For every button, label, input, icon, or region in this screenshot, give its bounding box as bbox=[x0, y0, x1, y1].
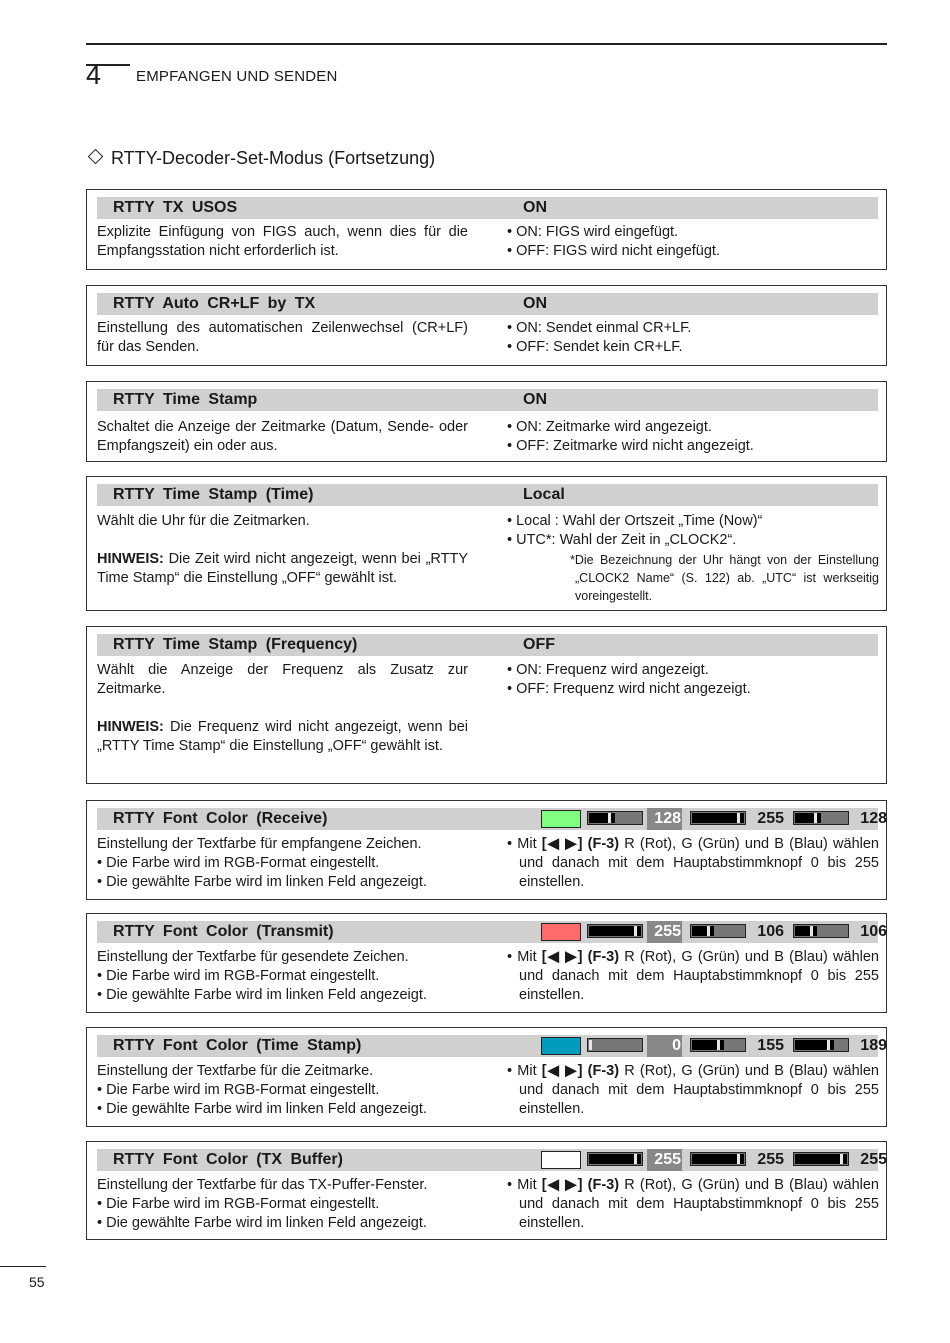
setting-default-value: ON bbox=[523, 391, 547, 408]
option-on: • ON: Frequenz wird angezeigt. bbox=[507, 662, 709, 678]
blue-value: 128 bbox=[860, 810, 887, 827]
description-line: Einstellung der Textfarbe für empfangene Zeichen. bbox=[97, 836, 422, 852]
rgb-color-widget bbox=[541, 1035, 887, 1057]
instruction-prefix: • Mit bbox=[507, 949, 542, 965]
rgb-color-widget bbox=[541, 808, 887, 830]
setting-options bbox=[507, 418, 879, 456]
description-line: Einstellung der Textfarbe für die Zeitmarke. bbox=[97, 1063, 374, 1079]
red-slider bbox=[587, 811, 643, 825]
option-on: • ON: Sendet einmal CR+LF. bbox=[507, 320, 692, 336]
blue-value: 106 bbox=[860, 923, 887, 940]
red-value: 255 bbox=[647, 1149, 682, 1171]
option-local: • Local : Wahl der Ortszeit „Time (Now)“ bbox=[507, 513, 763, 529]
setting-box-time-stamp-time bbox=[86, 476, 887, 611]
description-line: Wählt die Uhr für die Zeitmarken. bbox=[97, 513, 310, 529]
setting-description bbox=[97, 1176, 468, 1233]
top-rule bbox=[86, 43, 887, 45]
green-slider bbox=[690, 924, 746, 938]
section-title bbox=[86, 148, 435, 169]
green-value: 255 bbox=[757, 1151, 784, 1168]
chapter-title: EMPFANGEN UND SENDEN bbox=[136, 68, 338, 85]
setting-name: RTTY Font Color (Transmit) bbox=[113, 923, 334, 940]
option-utc: • UTC*: Wahl der Zeit in „CLOCK2“. bbox=[507, 532, 737, 548]
note-text: Die Zeit wird nicht angezeigt, wenn bei „RTTY Time Stamp“ die Einstellung „OFF“ gewählt ist. bbox=[97, 551, 468, 586]
note-paragraph bbox=[97, 550, 468, 588]
setting-name: RTTY Font Color (TX Buffer) bbox=[113, 1151, 343, 1168]
note-paragraph bbox=[97, 718, 468, 756]
setting-options bbox=[507, 512, 879, 605]
diamond-icon bbox=[88, 149, 104, 165]
chapter-number: 4 bbox=[86, 60, 102, 90]
rgb-color-widget bbox=[541, 921, 887, 943]
setting-header bbox=[97, 1035, 887, 1057]
setting-header bbox=[97, 634, 878, 656]
setting-default-value: OFF bbox=[523, 636, 555, 653]
setting-name: RTTY Auto CR+LF by TX bbox=[113, 295, 316, 312]
description-bullet-rgb: • Die Farbe wird im RGB-Format eingestellt. bbox=[97, 1196, 380, 1212]
option-off: • OFF: Zeitmarke wird nicht angezeigt. bbox=[507, 438, 754, 454]
option-off: • OFF: FIGS wird nicht eingefügt. bbox=[507, 243, 720, 259]
setting-box-font-color-receive bbox=[86, 800, 887, 900]
setting-name: RTTY Font Color (Receive) bbox=[113, 810, 328, 827]
key-label: [◀ ▶] (F-3) bbox=[541, 836, 620, 852]
red-value: 128 bbox=[647, 808, 682, 830]
setting-name: RTTY Font Color (Time Stamp) bbox=[113, 1037, 362, 1054]
setting-header bbox=[97, 293, 878, 315]
setting-instructions bbox=[507, 948, 879, 1005]
setting-box-tx-usos bbox=[86, 189, 887, 270]
option-on: • ON: FIGS wird eingefügt. bbox=[507, 224, 679, 240]
setting-description: Explizite Einfügung von FIGS auch, wenn dies für die Empfangsstation nicht erforderlich ist. bbox=[97, 224, 468, 259]
instruction-prefix: • Mit bbox=[507, 1177, 542, 1193]
blue-slider bbox=[793, 924, 849, 938]
description-bullet-preview: • Die gewählte Farbe wird im linken Feld angezeigt. bbox=[97, 1215, 427, 1231]
key-label: [◀ ▶] (F-3) bbox=[541, 1177, 620, 1193]
setting-name: RTTY Time Stamp bbox=[113, 391, 258, 408]
green-slider bbox=[690, 1038, 746, 1052]
instruction-text: R (Rot), G (Grün) und B (Blau) wählen und danach mit dem Hauptabstimmknopf 0 bis 255 einstellen. bbox=[519, 1063, 879, 1117]
green-slider bbox=[690, 1152, 746, 1166]
red-slider bbox=[587, 924, 643, 938]
setting-header bbox=[97, 197, 878, 219]
setting-instructions bbox=[507, 1176, 879, 1233]
setting-header bbox=[97, 1149, 887, 1171]
blue-slider bbox=[793, 1152, 849, 1166]
setting-description bbox=[97, 512, 468, 588]
instruction-text: R (Rot), G (Grün) und B (Blau) wählen und danach mit dem Hauptabstimmknopf 0 bis 255 einstellen. bbox=[519, 1177, 879, 1231]
setting-box-time-stamp bbox=[86, 381, 887, 462]
green-slider bbox=[690, 811, 746, 825]
setting-instructions bbox=[507, 835, 879, 892]
red-value: 0 bbox=[647, 1035, 682, 1057]
description-bullet-rgb: • Die Farbe wird im RGB-Format eingestellt. bbox=[97, 855, 380, 871]
setting-default-value: ON bbox=[523, 295, 547, 312]
blue-slider bbox=[793, 811, 849, 825]
setting-description bbox=[97, 948, 468, 1005]
setting-description: Einstellung des automatischen Zeilenwechsel (CR+LF) für das Senden. bbox=[97, 320, 468, 355]
setting-default-value: Local bbox=[523, 486, 565, 503]
description-line: Einstellung der Textfarbe für das TX-Puffer-Fenster. bbox=[97, 1177, 428, 1193]
setting-options bbox=[507, 661, 879, 699]
setting-name: RTTY Time Stamp (Time) bbox=[113, 486, 314, 503]
color-preview-swatch bbox=[541, 923, 581, 941]
setting-box-font-color-transmit bbox=[86, 913, 887, 1013]
setting-header bbox=[97, 389, 878, 411]
setting-header bbox=[97, 484, 878, 506]
instruction-prefix: • Mit bbox=[507, 1063, 542, 1079]
instruction-text: R (Rot), G (Grün) und B (Blau) wählen und danach mit dem Hauptabstimmknopf 0 bis 255 einstellen. bbox=[519, 949, 879, 1003]
setting-options bbox=[507, 319, 879, 357]
green-value: 106 bbox=[757, 923, 784, 940]
setting-description: Schaltet die Anzeige der Zeitmarke (Datum, Sende- oder Empfangszeit) ein oder aus. bbox=[97, 419, 468, 454]
red-value: 255 bbox=[647, 921, 682, 943]
setting-header bbox=[97, 808, 887, 830]
setting-options bbox=[507, 223, 879, 261]
color-preview-swatch bbox=[541, 1037, 581, 1055]
green-value: 155 bbox=[757, 1037, 784, 1054]
color-preview-swatch bbox=[541, 810, 581, 828]
description-line: Wählt die Anzeige der Frequenz als Zusatz zur Zeitmarke. bbox=[97, 662, 468, 697]
blue-value: 255 bbox=[860, 1151, 887, 1168]
green-value: 255 bbox=[757, 810, 784, 827]
option-off: • OFF: Sendet kein CR+LF. bbox=[507, 339, 683, 355]
page-number: 55 bbox=[29, 1274, 45, 1290]
blue-value: 189 bbox=[860, 1037, 887, 1054]
option-on: • ON: Zeitmarke wird angezeigt. bbox=[507, 419, 712, 435]
description-bullet-rgb: • Die Farbe wird im RGB-Format eingestellt. bbox=[97, 1082, 380, 1098]
red-slider bbox=[587, 1152, 643, 1166]
setting-box-time-stamp-frequency bbox=[86, 626, 887, 784]
section-title-text: RTTY-Decoder-Set-Modus (Fortsetzung) bbox=[111, 148, 436, 168]
color-preview-swatch bbox=[541, 1151, 581, 1169]
blue-slider bbox=[793, 1038, 849, 1052]
setting-box-font-color-tx-buffer bbox=[86, 1141, 887, 1240]
setting-name: RTTY TX USOS bbox=[113, 199, 238, 216]
page-number-rule bbox=[0, 1266, 46, 1267]
option-off: • OFF: Frequenz wird nicht angezeigt. bbox=[507, 681, 751, 697]
description-bullet-preview: • Die gewählte Farbe wird im linken Feld angezeigt. bbox=[97, 1101, 427, 1117]
note-label: HINWEIS: bbox=[97, 719, 164, 735]
setting-box-font-color-time-stamp bbox=[86, 1027, 887, 1127]
key-label: [◀ ▶] (F-3) bbox=[541, 1063, 620, 1079]
key-label: [◀ ▶] (F-3) bbox=[541, 949, 620, 965]
setting-box-auto-crlf bbox=[86, 285, 887, 366]
description-bullet-rgb: • Die Farbe wird im RGB-Format eingestellt. bbox=[97, 968, 380, 984]
red-slider bbox=[587, 1038, 643, 1052]
description-bullet-preview: • Die gewählte Farbe wird im linken Feld angezeigt. bbox=[97, 874, 427, 890]
setting-name: RTTY Time Stamp (Frequency) bbox=[113, 636, 358, 653]
note-label: HINWEIS: bbox=[97, 551, 164, 567]
setting-description bbox=[97, 1062, 468, 1119]
setting-header bbox=[97, 921, 887, 943]
setting-default-value: ON bbox=[523, 199, 547, 216]
setting-description bbox=[97, 661, 468, 756]
setting-instructions bbox=[507, 1062, 879, 1119]
footnote: *Die Bezeichnung der Uhr hängt von der Einstellung „CLOCK2 Name“ (S. 122) ab. „UTC“ ist werkseitig voreingestellt. bbox=[570, 553, 879, 603]
rgb-color-widget bbox=[541, 1149, 887, 1171]
setting-description bbox=[97, 835, 468, 892]
note-text: Die Frequenz wird nicht angezeigt, wenn bei „RTTY Time Stamp“ die Einstellung „OFF“ gewählt ist. bbox=[97, 719, 468, 754]
instruction-prefix: • Mit bbox=[507, 836, 542, 852]
description-line: Einstellung der Textfarbe für gesendete Zeichen. bbox=[97, 949, 409, 965]
description-bullet-preview: • Die gewählte Farbe wird im linken Feld angezeigt. bbox=[97, 987, 427, 1003]
instruction-text: R (Rot), G (Grün) und B (Blau) wählen und danach mit dem Hauptabstimmknopf 0 bis 255 einstellen. bbox=[519, 836, 879, 890]
